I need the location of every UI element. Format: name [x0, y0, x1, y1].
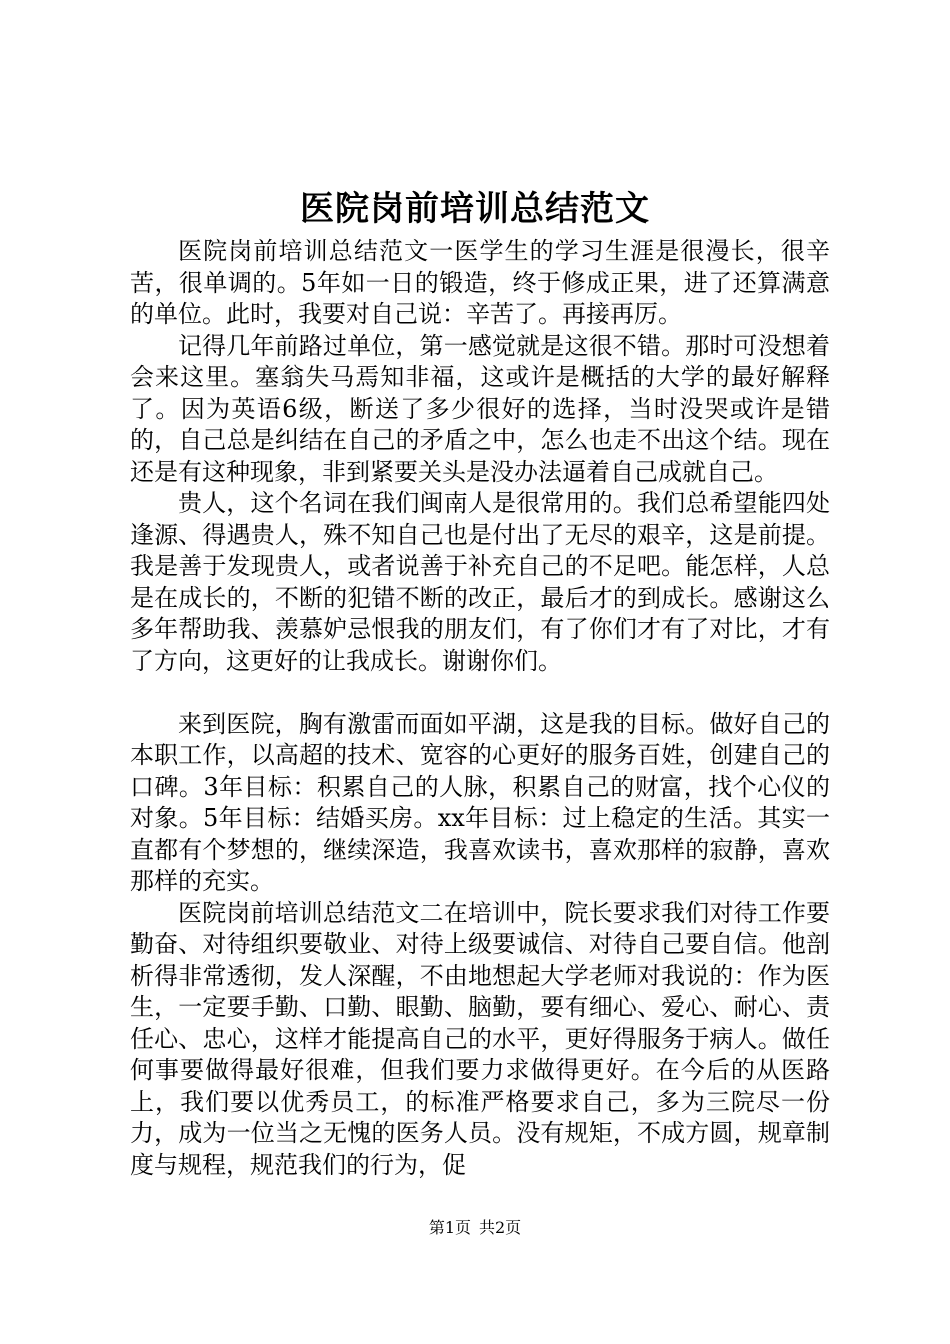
paragraph-spacer [130, 677, 830, 709]
paragraph-4: 来到医院，胸有激雷而面如平湖，这是我的目标。做好自己的本职工作，以高超的技术、宽容的心更好的服务百姓，创建自己的口碑。3年目标：积累自己的人脉，积累自己的财富，找个心仪的对象。5年目标：结婚买房。xx年目标：过上稳定的生活。其实一直都有个梦想的，继续深造，我喜欢读书，喜欢那样的寂静，喜欢那样的充实。 [130, 709, 830, 895]
page-footer [0, 1216, 950, 1240]
document-body [130, 236, 830, 1181]
paragraph-1: 医院岗前培训总结范文一医学生的学习生涯是很漫长，很辛苦，很单调的。5年如一日的锻造，终于修成正果，进了还算满意的单位。此时，我要对自己说：辛苦了。再接再厉。 [130, 237, 830, 328]
page-total: 共2页 [479, 1218, 522, 1237]
paragraph-3: 贵人，这个名词在我们闽南人是很常用的。我们总希望能四处逢源、得遇贵人，殊不知自己也是付出了无尽的艰辛，这是前提。我是善于发现贵人，或者说善于补充自己的不足吧。能怎样，人总是在成长的，不断的犯错不断的改正，最后才的到成长。感谢这么多年帮助我、羡慕妒忌恨我的朋友们，有了你们才有了对比，才有了方向，这更好的让我成长。谢谢你们。 [130, 489, 830, 675]
paragraph-2: 记得几年前路过单位，第一感觉就是这很不错。那时可没想着会来这里。塞翁失马焉知非福，这或许是概括的大学的最好解释了。因为英语6级，断送了多少很好的选择，当时没哭或许是错的，自己总是纠结在自己的矛盾之中，怎么也走不出这个结。现在还是有这种现象，非到紧要关头是没办法逼着自己成就自己。 [130, 331, 830, 486]
paragraph-5: 医院岗前培训总结范文二在培训中，院长要求我们对待工作要勤奋、对待组织要敬业、对待上级要诚信、对待自己要自信。他剖析得非常透彻，发人深醒，不由地想起大学老师对我说的：作为医生，一定要手勤、口勤、眼勤、脑勤，要有细心、爱心、耐心、责任心、忠心，这样才能提高自己的水平，更好得服务于病人。做任何事要做得最好很难，但我们要力求做得更好。在今后的从医路上，我们要以优秀员工，的标准严格要求自己，多为三院尽一份力，成为一位当之无愧的医务人员。没有规矩，不成方圆，规章制度与规程，规范我们的行为，促 [130, 898, 830, 1179]
document-title: 医院岗前培训总结范文 [300, 189, 650, 229]
page-number: 第1页 [428, 1218, 471, 1237]
